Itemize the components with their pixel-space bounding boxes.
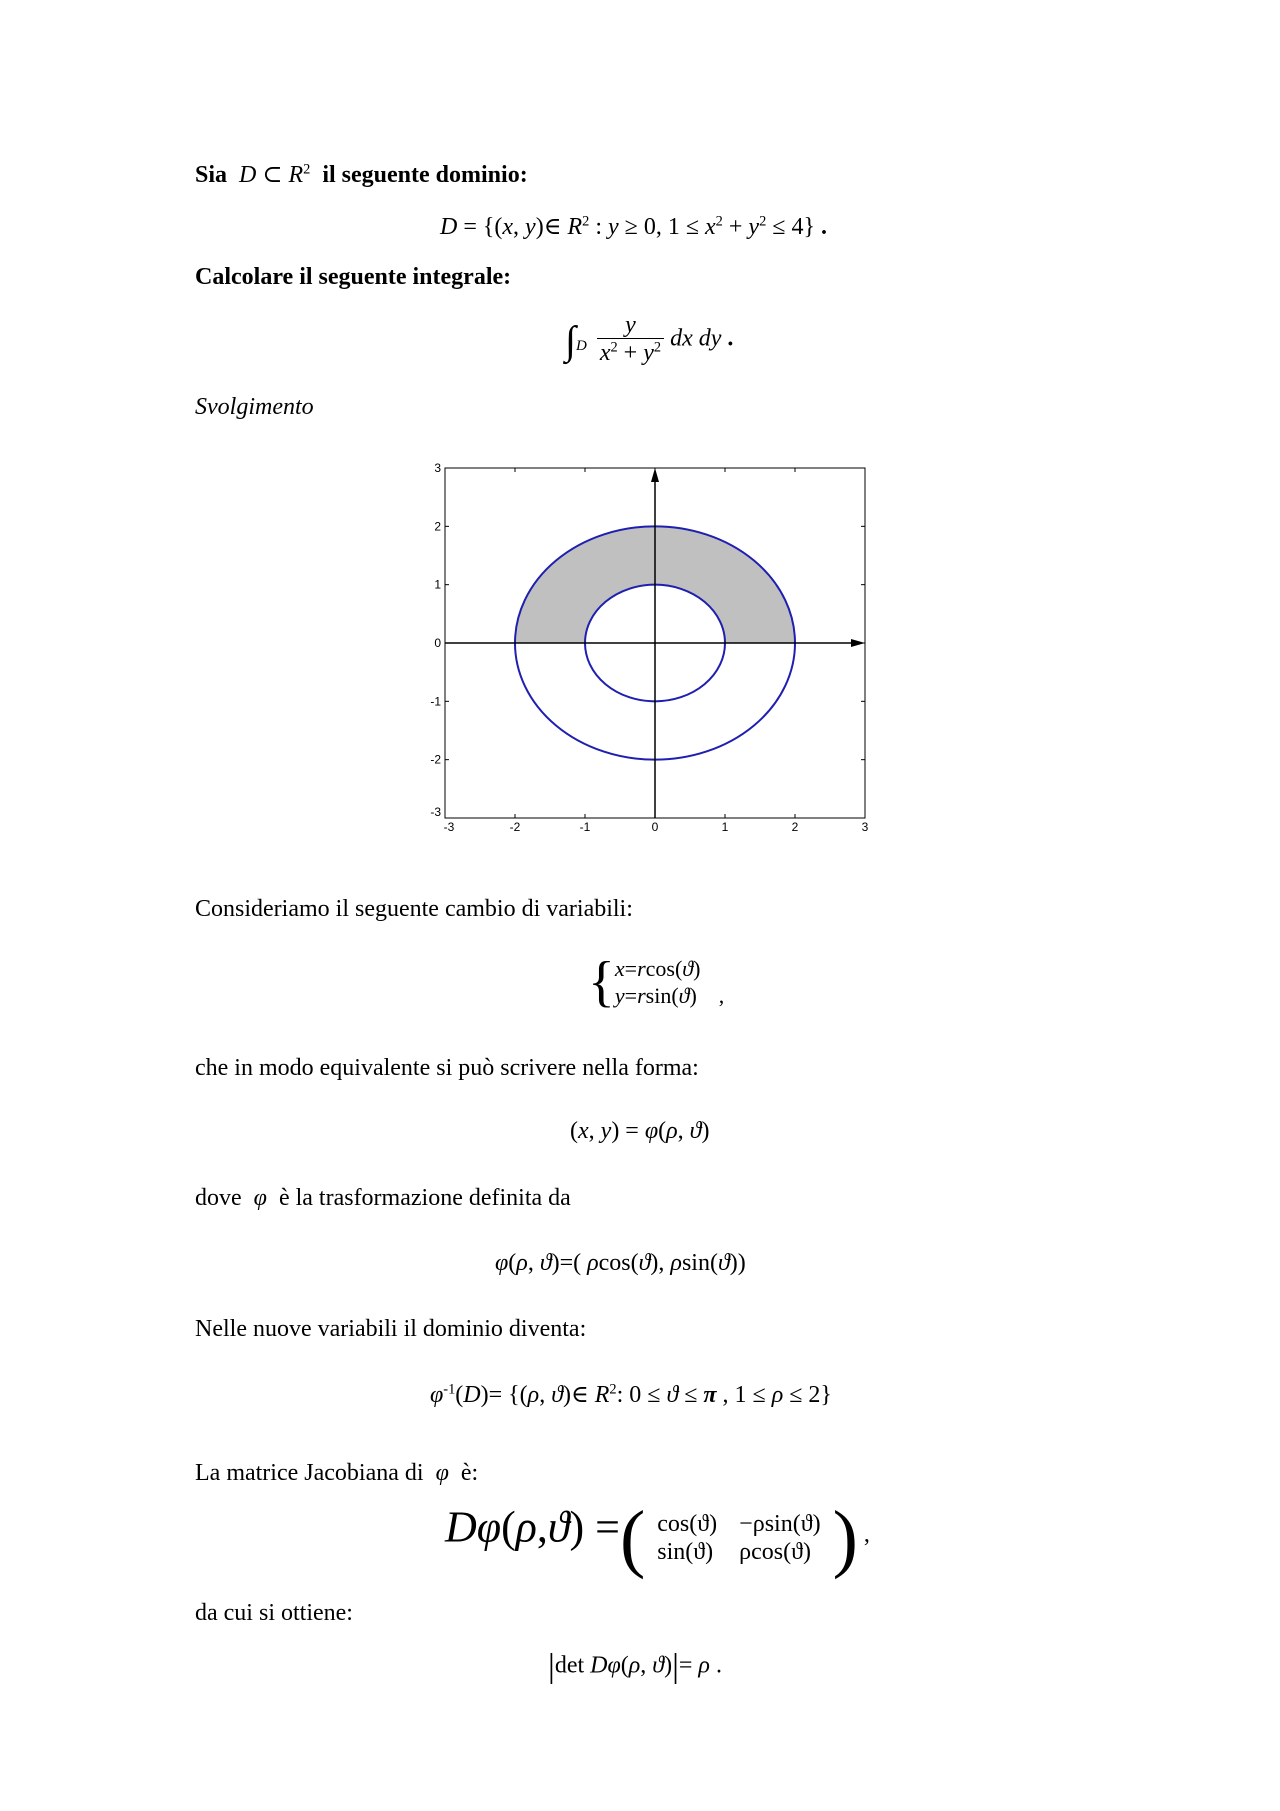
phi-map-formula: (x, y) = φ(ρ, ϑ) bbox=[570, 1118, 710, 1144]
new-domain-formula: $\varphi^{-1}(D)= \{(\rho$, ϑ)∈ $R^2$: 0 ≤ ϑ ≤ π , 1 ≤ ρ ≤ 2} bbox=[430, 1381, 832, 1408]
determinant-formula: |det Dφ(ρ, ϑ)|= ρ . bbox=[548, 1648, 722, 1685]
jacob-prefix: La matrice Jacobiana di bbox=[195, 1460, 424, 1486]
x-tick-label: -1 bbox=[579, 820, 591, 834]
intro-prefix: Sia bbox=[195, 162, 228, 188]
nuove-text: Nelle nuove variabili il dominio diventa: bbox=[195, 1316, 587, 1342]
jacob-line: La matrice Jacobiana di φ è: bbox=[195, 1460, 479, 1486]
dove-prefix: dove bbox=[195, 1185, 242, 1211]
x-tick-label: 3 bbox=[861, 820, 869, 834]
dove-line: dove φ è la trasformazione definita da bbox=[195, 1185, 571, 1211]
x-tick-label: 1 bbox=[721, 820, 729, 834]
y-tick-label: -1 bbox=[430, 694, 441, 709]
x-tick-label: 0 bbox=[651, 820, 659, 834]
y-tick-label: 3 bbox=[434, 461, 441, 475]
x-tick-label: -2 bbox=[509, 820, 521, 834]
task-text: Calcolare il seguente integrale: bbox=[195, 264, 512, 290]
dove-suffix: è la trasformazione definita da bbox=[278, 1185, 571, 1211]
x-tick-label: 2 bbox=[791, 820, 799, 834]
intro-suffix: il seguente dominio: bbox=[322, 162, 528, 188]
change-text: Consideriamo il seguente cambio di variabili: bbox=[195, 896, 633, 922]
section-title: Svolgimento bbox=[195, 394, 314, 420]
phi-definition: φ(ρ, ϑ)=( ρcos(ϑ), ρsin(ϑ)) bbox=[495, 1250, 746, 1276]
jacob-suffix: è: bbox=[460, 1460, 479, 1486]
jacobian-matrix-formula: Dφ(ρ,ϑ) =( cos(ϑ) −ρsin(ϑ) sin(ϑ) ρcos(ϑ) ) , bbox=[445, 1496, 870, 1580]
domain-plot bbox=[410, 456, 890, 836]
math-d-subset-r2: D ⊂ $R^2$ bbox=[233, 161, 311, 188]
x-tick-label: -3 bbox=[443, 820, 455, 834]
y-tick-label: 2 bbox=[434, 519, 441, 534]
system-formula: { x=rcos(ϑ) y=rsin(ϑ) , bbox=[588, 951, 725, 1013]
equiv-text: che in modo equivalente si può scrivere nella forma: bbox=[195, 1055, 699, 1081]
integral-formula: $\int_D$ $\frac{y}{x^2 + y^2}$ dx dy . bbox=[565, 312, 734, 367]
y-tick-label: 1 bbox=[434, 577, 441, 592]
intro-line bbox=[195, 160, 528, 189]
y-tick-label: -2 bbox=[430, 752, 441, 767]
y-tick-label: -3 bbox=[430, 805, 441, 819]
domain-formula: D = {(x, y)∈ $R^2$ : y ≥ 0, $1 \le x^2 + y^2 \le 4$} . bbox=[440, 213, 827, 240]
dacui-text: da cui si ottiene: bbox=[195, 1600, 353, 1626]
y-tick-label: 0 bbox=[434, 636, 441, 650]
